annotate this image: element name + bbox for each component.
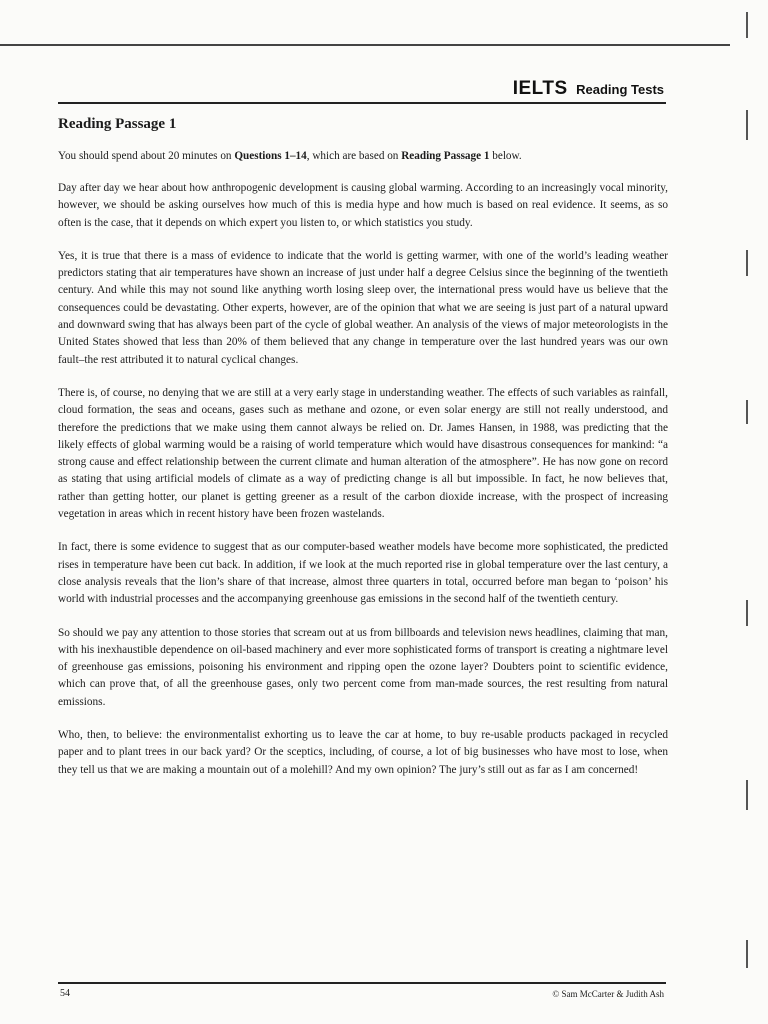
intro-prefix: You should spend about 20 minutes on bbox=[58, 150, 235, 162]
scan-margin-mark bbox=[746, 250, 748, 276]
scan-margin-mark bbox=[746, 600, 748, 626]
page-number: 54 bbox=[60, 988, 70, 999]
paragraph-6: Who, then, to believe: the environmentalist exhorting us to leave the car at home, to buy re-usable products packaged in recycled paper and to plant trees in our back yard? Or the sceptics, including, of course, a lot of big businesses who have most to lose, when they tell us that we are making a mountain out of a molehill? And my own opinion? The jury’s still out as far as I am concerned! bbox=[58, 729, 668, 776]
intro-passage: Reading Passage 1 bbox=[401, 150, 490, 162]
paragraph-2: Yes, it is true that there is a mass of evidence to indicate that the world is getting warmer, with one of the world’s leading weather predictors stating that air temperatures have shown an increase of just under half a degree Celsius since the beginning of the twentieth century. And while this may not sound like anything worth losing sleep over, the international press would have us believe that the consequences could be devastating. Other experts, however, are of the opinion that what we are seeing is just part of a natural upward and downward swing that has always been part of the cycle of global weather. An analysis of the views of major meteorologists in the United States showed that less than 20% of them believed that any change in temperature over the last hundred years was our own fault–the rest attributed it to natural cyclical changes. bbox=[58, 249, 668, 366]
intro-middle: , which are based on bbox=[306, 150, 402, 162]
scan-margin-mark bbox=[746, 780, 748, 810]
copyright-notice: © Sam McCarter & Judith Ash bbox=[552, 989, 664, 999]
header-brand: IELTS bbox=[512, 78, 568, 99]
header-series: Reading Tests bbox=[576, 82, 664, 97]
scan-margin-mark bbox=[746, 400, 748, 424]
passage-body bbox=[58, 180, 668, 795]
scan-margin-mark bbox=[746, 940, 748, 968]
passage-title: Reading Passage 1 bbox=[58, 116, 177, 132]
passage-instructions bbox=[58, 148, 668, 165]
book-header bbox=[513, 78, 664, 100]
scan-margin-mark bbox=[746, 110, 748, 140]
paragraph-4: In fact, there is some evidence to suggest that as our computer-based weather models have become more sophisticated, the predicted rises in temperature have been cut back. In addition, if we look at the much reported rise in global temperature over the last century, a close analysis reveals that the lion’s share of that increase, almost three quarters in total, occurred before man began to ‘poison’ his world with industrial processes and the accompanying greenhouse gas emissions in the second half of the twentieth century. bbox=[58, 541, 668, 606]
paragraph-1: Day after day we hear about how anthropogenic development is causing global warming. According to an increasingly vocal minority, however, we should be asking ourselves how much of this is media hype and how much is based on real evidence. It seems, as so often is the case, that it depends on which expert you listen to, or which statistics you study. bbox=[58, 182, 668, 229]
paragraph-5: So should we pay any attention to those stories that scream out at us from billboards and television news headlines, claiming that man, with his inexhaustible dependence on oil-based machinery and ever more sophisticated forms of transport is creating a nightmare level of greenhouse gas emissions, poisoning his environment and ripping open the ozone layer? Doubters point to scientific evidence, which can prove that, of all the greenhouse gases, only two percent come from man-made sources, the rest resulting from natural emissions. bbox=[58, 626, 668, 708]
footer-divider bbox=[58, 982, 666, 984]
scan-margin-mark bbox=[746, 12, 748, 38]
intro-suffix: below. bbox=[489, 150, 522, 162]
header-divider bbox=[58, 102, 666, 104]
scan-top-rule bbox=[0, 44, 730, 46]
intro-questions: Questions 1–14 bbox=[234, 150, 307, 162]
paragraph-3: There is, of course, no denying that we are still at a very early stage in understanding weather. The effects of such variables as rainfall, cloud formation, the seas and oceans, gases such as methane and ozone, or even solar energy are still not really understood, and therefore the predictions that we make using them cannot always be relied on. Dr. James Hansen, in 1988, was predicting that the likely effects of global warming would be a raising of world temperature which would have disastrous consequences for mankind: “a strong cause and effect relationship between the current climate and human alteration of the atmosphere”. He has now gone on record as stating that using artificial models of climate as a way of predicting change is all but impossible. In fact, he now believes that, rather than getting hotter, our planet is getting greener as a result of the carbon dioxide increase, with the prospect of increasing vegetation in areas which in recent history have been frozen wastelands. bbox=[58, 386, 668, 521]
